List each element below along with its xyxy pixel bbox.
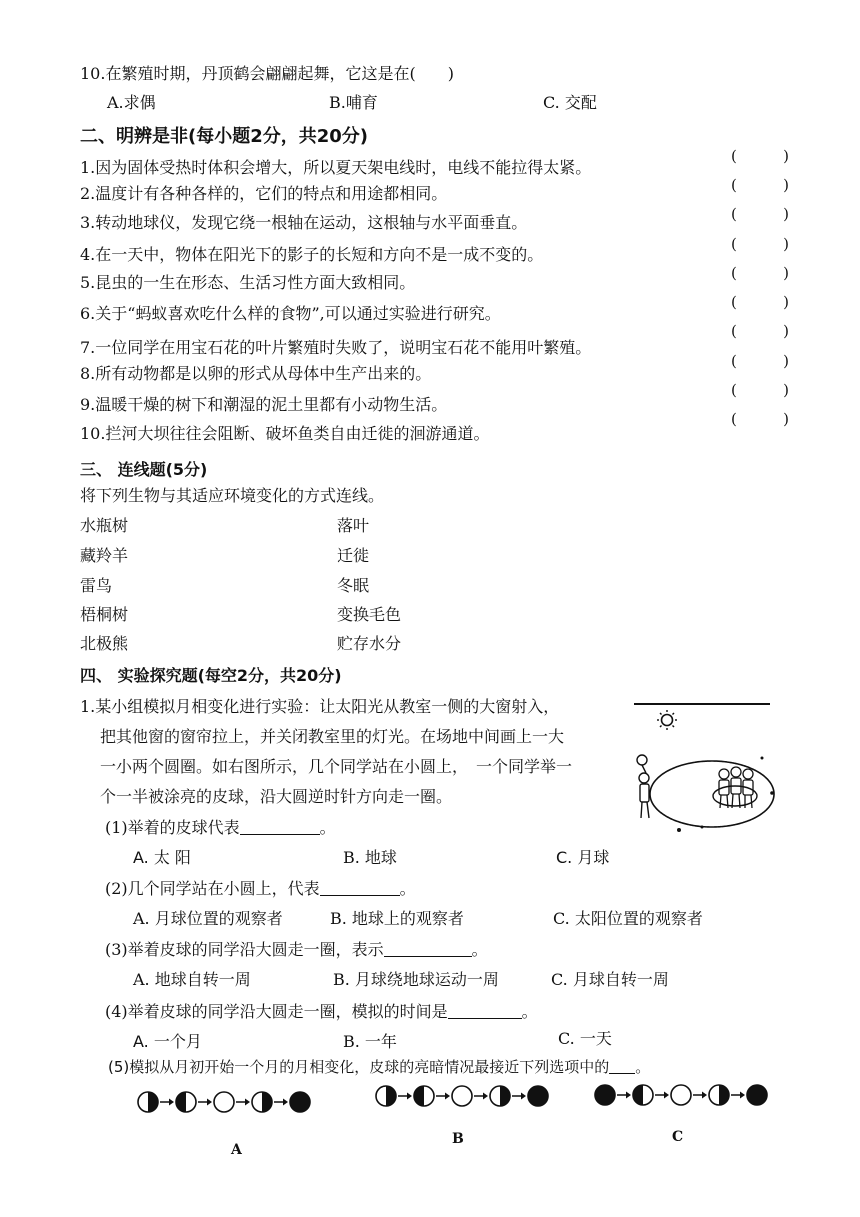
organism-item[interactable]: 水瓶树 bbox=[80, 516, 129, 535]
moon-shadow-shape bbox=[176, 1092, 186, 1112]
sub-q3-option-a: A. 地球自转一周 bbox=[133, 970, 251, 989]
sub-question-2: (2)几个同学站在小圆上，代表 。 bbox=[105, 879, 416, 898]
sub-q1-option-a: A. 太 阳 bbox=[133, 848, 191, 867]
adaptation-item[interactable]: 落叶 bbox=[337, 516, 370, 535]
organism-item[interactable]: 梧桐树 bbox=[80, 605, 129, 624]
sub-question-4: (4)举着皮球的同学沿大圆走一圈，模拟的时间是 。 bbox=[105, 1002, 538, 1021]
answer-brackets[interactable]: ( ) bbox=[731, 205, 789, 223]
experiment-intro-line: 一小两个圆圈。如右图所示，几个同学站在小圆上， 一个同学举一 bbox=[100, 757, 573, 776]
ball-holder-icon bbox=[637, 755, 649, 818]
moon-shadow-shape bbox=[414, 1086, 424, 1106]
organism-item[interactable]: 北极熊 bbox=[80, 634, 129, 653]
adaptation-item[interactable]: 变换毛色 bbox=[337, 605, 402, 624]
experiment-intro-line: 把其他窗的窗帘拉上，并关闭教室里的灯光。在场地中间画上一大 bbox=[100, 727, 565, 746]
moon-sequence-c[interactable] bbox=[592, 1081, 767, 1109]
answer-blank[interactable] bbox=[609, 1058, 635, 1074]
judgement-item: 10.拦河大坝往往会阻断、破坏鱼类自由迁徙的洄游通道。 bbox=[80, 424, 490, 443]
moon-shadow-shape bbox=[148, 1092, 158, 1112]
answer-brackets[interactable]: ( ) bbox=[731, 381, 789, 399]
organism-item[interactable]: 雷鸟 bbox=[80, 576, 113, 595]
sub-q2-option-b: B. 地球上的观察者 bbox=[330, 909, 464, 928]
moon-phase-icon bbox=[214, 1092, 234, 1112]
arrow-head bbox=[483, 1093, 488, 1100]
sub-question-5: (5)模拟从月初开始一个月的月相变化，皮球的亮暗情况最接近下列选项中的 。 bbox=[108, 1058, 651, 1076]
q10-option-b: B.哺育 bbox=[329, 93, 378, 112]
moon-shadow-shape bbox=[500, 1086, 510, 1106]
moon-phase-icon bbox=[595, 1085, 615, 1105]
question-10-stem: 10.在繁殖时期，丹顶鹤会翩翩起舞，它这是在( ) bbox=[80, 64, 454, 83]
section-4-title: 四、 实验探究题(每空2分，共20分) bbox=[80, 666, 342, 685]
organism-item[interactable]: 藏羚羊 bbox=[80, 546, 129, 565]
sub-q4-option-c: C. 一天 bbox=[558, 1029, 612, 1048]
answer-brackets[interactable]: ( ) bbox=[731, 293, 789, 311]
experiment-intro-line: 1.某小组模拟月相变化进行实验：让太阳光从教室一侧的大窗射入， bbox=[80, 697, 560, 716]
moon-phase-icon bbox=[452, 1086, 472, 1106]
adaptation-item[interactable]: 贮存水分 bbox=[337, 634, 402, 653]
judgement-item: 2.温度计有各种各样的，它们的特点和用途都相同。 bbox=[80, 184, 448, 203]
sun-icon bbox=[657, 710, 677, 730]
sequence-label-c: C bbox=[672, 1129, 684, 1145]
q10-option-c: C. 交配 bbox=[543, 93, 597, 112]
section-3-instruction: 将下列生物与其适应环境变化的方式连线。 bbox=[80, 486, 385, 505]
moon-shadow-shape bbox=[262, 1092, 272, 1112]
moon-sequence-a[interactable] bbox=[135, 1088, 330, 1118]
sub-q3-option-c: C. 月球自转一周 bbox=[551, 970, 669, 989]
moon-sequence-b[interactable] bbox=[373, 1082, 548, 1110]
answer-brackets[interactable]: ( ) bbox=[731, 322, 789, 340]
arrow-head bbox=[245, 1099, 250, 1106]
answer-brackets[interactable]: ( ) bbox=[731, 264, 789, 282]
answer-brackets[interactable]: ( ) bbox=[731, 235, 789, 253]
judgement-item: 3.转动地球仪，发现它绕一根轴在运动，这根轴与水平面垂直。 bbox=[80, 213, 528, 232]
sub-q4-option-b: B. 一年 bbox=[343, 1032, 397, 1051]
adaptation-item[interactable]: 迁徙 bbox=[337, 546, 370, 565]
sub-q1-option-c: C. 月球 bbox=[556, 848, 610, 867]
moon-shadow-shape bbox=[633, 1085, 643, 1105]
moon-shadow-shape bbox=[386, 1086, 396, 1106]
section-2-title: 二、明辨是非(每小题2分，共20分) bbox=[80, 126, 369, 147]
arrow-head bbox=[445, 1093, 450, 1100]
answer-brackets[interactable]: ( ) bbox=[731, 410, 789, 428]
judgement-item: 5.昆虫的一生在形态、生活习性方面大致相同。 bbox=[80, 273, 416, 292]
answer-brackets[interactable]: ( ) bbox=[731, 352, 789, 370]
sequence-label-b: B bbox=[452, 1131, 464, 1147]
sub-q2-option-c: C. 太阳位置的观察者 bbox=[553, 909, 703, 928]
sub-q3-option-b: B. 月球绕地球运动一周 bbox=[333, 970, 499, 989]
judgement-item: 9.温暖干燥的树下和潮湿的泥土里都有小动物生活。 bbox=[80, 395, 448, 414]
judgement-item: 6.关于“蚂蚁喜欢吃什么样的食物”,可以通过实验进行研究。 bbox=[80, 304, 501, 323]
moon-phase-icon bbox=[747, 1085, 767, 1105]
answer-brackets[interactable]: ( ) bbox=[731, 176, 789, 194]
arrow-head bbox=[626, 1092, 631, 1099]
answer-blank[interactable] bbox=[384, 941, 472, 957]
sub-q4-option-a: A. 一个月 bbox=[133, 1032, 202, 1051]
arrow-head bbox=[521, 1093, 526, 1100]
moon-phase-icon bbox=[528, 1086, 548, 1106]
answer-blank[interactable] bbox=[448, 1003, 522, 1019]
sub-q2-option-a: A. 月球位置的观察者 bbox=[133, 909, 283, 928]
sub-question-1: (1)举着的皮球代表 。 bbox=[105, 818, 336, 837]
section-3-title: 三、 连线题(5分) bbox=[80, 460, 208, 479]
q10-option-a: A.求偶 bbox=[107, 93, 156, 112]
answer-blank[interactable] bbox=[240, 819, 320, 835]
arrow-head bbox=[207, 1099, 212, 1106]
sequence-label-a: A bbox=[231, 1142, 242, 1158]
answer-brackets[interactable]: ( ) bbox=[731, 147, 789, 165]
arrow-head bbox=[169, 1099, 174, 1106]
arrow-head bbox=[740, 1092, 745, 1099]
moon-phase-icon bbox=[290, 1092, 310, 1112]
adaptation-item[interactable]: 冬眠 bbox=[337, 576, 370, 595]
moon-phase-experiment-illustration bbox=[632, 700, 772, 840]
sub-question-3: (3)举着皮球的同学沿大圆走一圈，表示 。 bbox=[105, 940, 488, 959]
judgement-item: 4.在一天中，物体在阳光下的影子的长短和方向不是一成不变的。 bbox=[80, 245, 544, 264]
arrow-head bbox=[702, 1092, 707, 1099]
judgement-item: 7.一位同学在用宝石花的叶片繁殖时失败了，说明宝石花不能用叶繁殖。 bbox=[80, 338, 592, 357]
moon-shadow-shape bbox=[719, 1085, 729, 1105]
judgement-item: 1.因为固体受热时体积会增大，所以夏天架电线时，电线不能拉得太紧。 bbox=[80, 158, 592, 177]
arrow-head bbox=[407, 1093, 412, 1100]
experiment-intro-line: 个一半被涂亮的皮球，沿大圆逆时针方向走一圈。 bbox=[100, 787, 453, 806]
arrow-head bbox=[664, 1092, 669, 1099]
judgement-item: 8.所有动物都是以卵的形式从母体中生产出来的。 bbox=[80, 364, 432, 383]
moon-phase-icon bbox=[671, 1085, 691, 1105]
arrow-head bbox=[283, 1099, 288, 1106]
sub-q1-option-b: B. 地球 bbox=[343, 848, 397, 867]
answer-blank[interactable] bbox=[320, 880, 400, 896]
